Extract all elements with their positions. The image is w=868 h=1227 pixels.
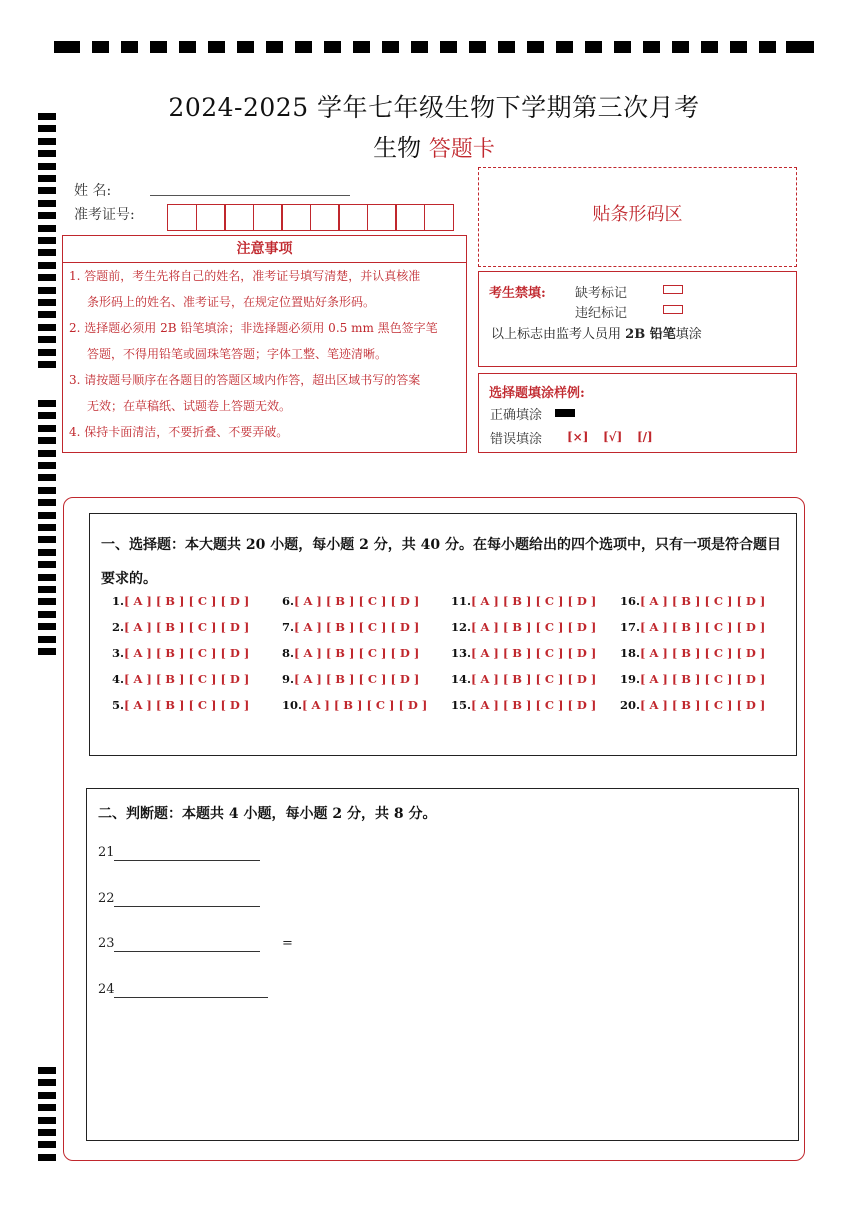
mc-question-number: 5. xyxy=(112,698,125,712)
timing-mark xyxy=(38,623,56,630)
timing-mark xyxy=(38,349,56,356)
mc-question-number: 1. xyxy=(112,594,125,608)
mc-question[interactable] xyxy=(451,620,596,634)
timing-mark xyxy=(411,41,428,53)
timing-mark xyxy=(38,474,56,481)
fill-sample-title: 选择题填涂样例: xyxy=(489,386,585,401)
timing-mark xyxy=(38,512,56,519)
mc-question[interactable] xyxy=(620,672,765,686)
timing-mark xyxy=(38,611,56,618)
mc-question-number: 8. xyxy=(282,646,295,660)
timing-mark xyxy=(38,324,56,331)
timing-mark xyxy=(759,41,776,53)
tf-question-number: 24 xyxy=(98,982,115,997)
mc-question-options[interactable]: [ A ] [ B ] [ C ] [ D ] xyxy=(294,646,420,660)
proctor-marks-title: 考生禁填: xyxy=(489,286,546,301)
wrong-fill-label: 错误填涂 xyxy=(490,432,543,447)
mc-question[interactable] xyxy=(282,646,419,660)
mc-question-options[interactable]: [ A ] [ B ] [ C ] [ D ] xyxy=(471,620,597,634)
timing-mark xyxy=(92,41,109,53)
mc-question-options[interactable]: [ A ] [ B ] [ C ] [ D ] xyxy=(124,646,250,660)
mc-question[interactable] xyxy=(451,594,596,608)
subtitle-answer-card: 答题卡 xyxy=(428,137,495,162)
mc-question-options[interactable]: [ A ] [ B ] [ C ] [ D ] xyxy=(471,646,597,660)
timing-mark xyxy=(38,412,56,419)
timing-mark xyxy=(38,175,56,182)
mc-question[interactable] xyxy=(282,698,427,712)
timing-mark xyxy=(38,1067,56,1074)
tf-question-number: 22 xyxy=(98,891,115,906)
mc-question-number: 15. xyxy=(451,698,472,712)
mc-question-options[interactable]: [ A ] [ B ] [ C ] [ D ] xyxy=(640,620,766,634)
timing-marks-top xyxy=(54,41,814,55)
true-false-section xyxy=(86,788,799,1141)
mc-question-options[interactable]: [ A ] [ B ] [ C ] [ D ] xyxy=(640,594,766,608)
timing-mark xyxy=(38,237,56,244)
notice-item-number: 2. xyxy=(69,321,81,335)
timing-mark xyxy=(38,336,56,343)
timing-mark xyxy=(786,41,814,53)
tf-answer-line[interactable] xyxy=(114,997,268,998)
subtitle-subject: 生物 xyxy=(373,134,422,162)
exam-id-boxes xyxy=(167,204,452,231)
exam-id-digit-box[interactable] xyxy=(224,204,254,231)
notice-item xyxy=(69,367,465,419)
name-field[interactable] xyxy=(150,195,350,196)
mc-question-options[interactable]: [ A ] [ B ] [ C ] [ D ] xyxy=(302,698,428,712)
timing-mark xyxy=(38,1117,56,1124)
exam-id-digit-box[interactable] xyxy=(196,204,226,231)
tf-answer-line[interactable] xyxy=(114,951,260,952)
notice-item-text: 保持卡面清洁，不要折叠、不要弄破。 xyxy=(84,425,289,439)
timing-mark xyxy=(353,41,370,53)
timing-mark xyxy=(38,249,56,256)
timing-mark xyxy=(38,1092,56,1099)
mc-question[interactable] xyxy=(282,620,419,634)
violation-mark-box[interactable] xyxy=(663,305,683,314)
timing-mark xyxy=(38,212,56,219)
notice-heading: 注意事项 xyxy=(63,236,466,263)
notice-item-text: 选择题必须用 2B 铅笔填涂；非选择题必须用 0.5 mm 黑色签字笔 xyxy=(84,321,438,335)
timing-mark xyxy=(38,450,56,457)
timing-mark xyxy=(38,425,56,432)
timing-mark xyxy=(38,586,56,593)
tf-answer-line[interactable] xyxy=(114,860,260,861)
timing-mark xyxy=(38,187,56,194)
timing-mark xyxy=(295,41,312,53)
timing-mark xyxy=(38,648,56,655)
timing-mark xyxy=(38,225,56,232)
mc-question[interactable] xyxy=(620,620,765,634)
timing-mark xyxy=(38,536,56,543)
mc-question-options[interactable]: [ A ] [ B ] [ C ] [ D ] xyxy=(124,620,250,634)
mc-question-options[interactable]: [ A ] [ B ] [ C ] [ D ] xyxy=(640,646,766,660)
mc-question-number: 2. xyxy=(112,620,125,634)
mc-question-number: 11. xyxy=(451,594,472,608)
timing-mark xyxy=(38,1141,56,1148)
timing-mark xyxy=(527,41,544,53)
mc-question-number: 12. xyxy=(451,620,472,634)
timing-mark xyxy=(121,41,138,53)
timing-mark xyxy=(38,311,56,318)
mc-question-number: 3. xyxy=(112,646,125,660)
mc-question-options[interactable]: [ A ] [ B ] [ C ] [ D ] xyxy=(471,698,597,712)
mc-question-options[interactable]: [ A ] [ B ] [ C ] [ D ] xyxy=(124,594,250,608)
mc-question[interactable] xyxy=(620,594,765,608)
timing-mark xyxy=(208,41,225,53)
mc-question-number: 13. xyxy=(451,646,472,660)
page-title: 2024-2025 学年七年级生物下学期第三次月考 xyxy=(168,93,700,122)
exam-id-digit-box[interactable] xyxy=(281,204,311,231)
timing-mark xyxy=(179,41,196,53)
timing-mark xyxy=(38,1129,56,1136)
mc-question-options[interactable]: [ A ] [ B ] [ C ] [ D ] xyxy=(294,672,420,686)
timing-mark xyxy=(469,41,486,53)
timing-mark xyxy=(672,41,689,53)
mc-question-number: 4. xyxy=(112,672,125,686)
timing-mark xyxy=(38,361,56,368)
name-label: 姓 名: xyxy=(74,183,112,199)
proctor-note xyxy=(491,323,702,342)
mc-question-options[interactable]: [ A ] [ B ] [ C ] [ D ] xyxy=(640,672,766,686)
mc-question[interactable] xyxy=(112,594,249,608)
proctor-marks-box xyxy=(478,271,797,367)
notice-item xyxy=(69,263,465,315)
timing-mark xyxy=(382,41,399,53)
absent-mark-label: 缺考标记 xyxy=(575,286,628,301)
exam-id-digit-box[interactable] xyxy=(367,204,397,231)
timing-mark xyxy=(38,163,56,170)
timing-mark xyxy=(38,561,56,568)
mc-question-number: 19. xyxy=(620,672,641,686)
mc-question-number: 18. xyxy=(620,646,641,660)
notice-item-text: 请按题号顺序在各题目的答题区域内作答，超出区域书写的答案 xyxy=(84,373,421,387)
mc-question-number: 6. xyxy=(282,594,295,608)
timing-mark xyxy=(266,41,283,53)
timing-mark xyxy=(38,499,56,506)
timing-mark xyxy=(38,462,56,469)
exam-id-digit-box[interactable] xyxy=(310,204,340,231)
correct-fill-label: 正确填涂 xyxy=(490,408,543,423)
notice-item-number: 3. xyxy=(69,373,81,387)
violation-mark-label: 违纪标记 xyxy=(575,306,628,321)
mc-question[interactable] xyxy=(451,698,596,712)
mc-question-number: 14. xyxy=(451,672,472,686)
exam-id-digit-box[interactable] xyxy=(253,204,283,231)
barcode-zone[interactable]: 贴条形码区 xyxy=(478,167,797,267)
timing-mark xyxy=(54,41,80,53)
multiple-choice-title: 一、选择题：本大题共 20 小题，每小题 2 分，共 40 分。在每小题给出的四个选项中，只有一项是符合题目要求的。 xyxy=(101,537,781,587)
mc-question[interactable] xyxy=(282,672,419,686)
mc-question[interactable] xyxy=(112,672,249,686)
true-false-title: 二、判断题：本题共 4 小题，每小题 2 分，共 8 分。 xyxy=(98,806,437,822)
mc-question[interactable] xyxy=(451,646,596,660)
timing-mark xyxy=(38,437,56,444)
timing-mark xyxy=(38,1154,56,1161)
timing-mark xyxy=(38,299,56,306)
timing-mark xyxy=(38,400,56,407)
mc-question-number: 10. xyxy=(282,698,303,712)
mc-question-options[interactable]: [ A ] [ B ] [ C ] [ D ] xyxy=(294,594,420,608)
exam-id-digit-box[interactable] xyxy=(167,204,197,231)
exam-id-digit-box[interactable] xyxy=(424,204,454,231)
correct-fill-mark xyxy=(555,409,575,417)
exam-id-digit-box[interactable] xyxy=(395,204,425,231)
notice-item-text: 答题前，考生先将自己的姓名，准考证号填写清楚，并认真核准 xyxy=(84,269,421,283)
notice-item-number: 4. xyxy=(69,425,81,439)
timing-mark xyxy=(150,41,167,53)
timing-mark xyxy=(38,524,56,531)
notice-item-text-cont: 无效；在草稿纸、试题卷上答题无效。 xyxy=(87,399,292,413)
mc-question[interactable] xyxy=(620,698,765,712)
tf-question-number: 23 xyxy=(98,936,115,951)
notice-item-text-cont: 条形码上的姓名、准考证号，在规定位置贴好条形码。 xyxy=(87,295,376,309)
timing-mark xyxy=(38,287,56,294)
mc-question-options[interactable]: [ A ] [ B ] [ C ] [ D ] xyxy=(640,698,766,712)
notice-item xyxy=(69,419,465,445)
mc-question-number: 7. xyxy=(282,620,295,634)
stray-mark: = xyxy=(282,936,293,951)
mc-question[interactable] xyxy=(620,646,765,660)
mc-question-number: 17. xyxy=(620,620,641,634)
mc-question-options[interactable]: [ A ] [ B ] [ C ] [ D ] xyxy=(471,672,597,686)
notice-item-text-cont: 答题，不得用铅笔或圆珠笔答题；字体工整、笔迹清晰。 xyxy=(87,347,388,361)
timing-mark xyxy=(38,487,56,494)
mc-question[interactable] xyxy=(112,620,249,634)
timing-mark xyxy=(38,1104,56,1111)
timing-mark xyxy=(614,41,631,53)
timing-mark xyxy=(38,1079,56,1086)
mc-question-options[interactable]: [ A ] [ B ] [ C ] [ D ] xyxy=(294,620,420,634)
notice-box xyxy=(62,235,467,453)
wrong-fill-mark-cross: [×] xyxy=(567,430,589,444)
timing-mark xyxy=(38,274,56,281)
page-subtitle xyxy=(0,128,868,163)
proctor-note-bold: 2B 铅笔 xyxy=(625,327,676,342)
mc-question-number: 16. xyxy=(620,594,641,608)
timing-mark xyxy=(556,41,573,53)
exam-id-digit-box[interactable] xyxy=(338,204,368,231)
multiple-choice-section xyxy=(89,513,797,756)
exam-id-label: 准考证号: xyxy=(74,207,135,223)
proctor-note-text: 以上标志由监考人员用 xyxy=(491,327,622,342)
mc-question[interactable] xyxy=(112,698,249,712)
mc-question-options[interactable]: [ A ] [ B ] [ C ] [ D ] xyxy=(124,672,250,686)
timing-mark xyxy=(498,41,515,53)
timing-mark xyxy=(701,41,718,53)
timing-mark xyxy=(643,41,660,53)
mc-question-options[interactable]: [ A ] [ B ] [ C ] [ D ] xyxy=(471,594,597,608)
fill-sample-box xyxy=(478,373,797,453)
timing-mark xyxy=(730,41,747,53)
wrong-fill-mark-slash: [/] xyxy=(637,430,653,444)
notice-item xyxy=(69,315,465,367)
timing-mark xyxy=(38,574,56,581)
wrong-fill-mark-check: [√] xyxy=(603,430,623,444)
timing-mark xyxy=(38,549,56,556)
mc-question-number: 9. xyxy=(282,672,295,686)
tf-answer-line[interactable] xyxy=(114,906,260,907)
timing-mark xyxy=(585,41,602,53)
tf-question-number: 21 xyxy=(98,845,115,860)
mc-question[interactable] xyxy=(451,672,596,686)
absent-mark-box[interactable] xyxy=(663,285,683,294)
timing-mark xyxy=(324,41,341,53)
mc-question[interactable] xyxy=(112,646,249,660)
notice-item-number: 1. xyxy=(69,269,81,283)
mc-question[interactable] xyxy=(282,594,419,608)
timing-mark xyxy=(440,41,457,53)
timing-mark xyxy=(38,262,56,269)
timing-mark xyxy=(38,200,56,207)
timing-mark xyxy=(38,636,56,643)
proctor-note-suffix: 填涂 xyxy=(675,327,702,342)
mc-question-options[interactable]: [ A ] [ B ] [ C ] [ D ] xyxy=(124,698,250,712)
timing-mark xyxy=(237,41,254,53)
timing-mark xyxy=(38,598,56,605)
mc-question-number: 20. xyxy=(620,698,641,712)
